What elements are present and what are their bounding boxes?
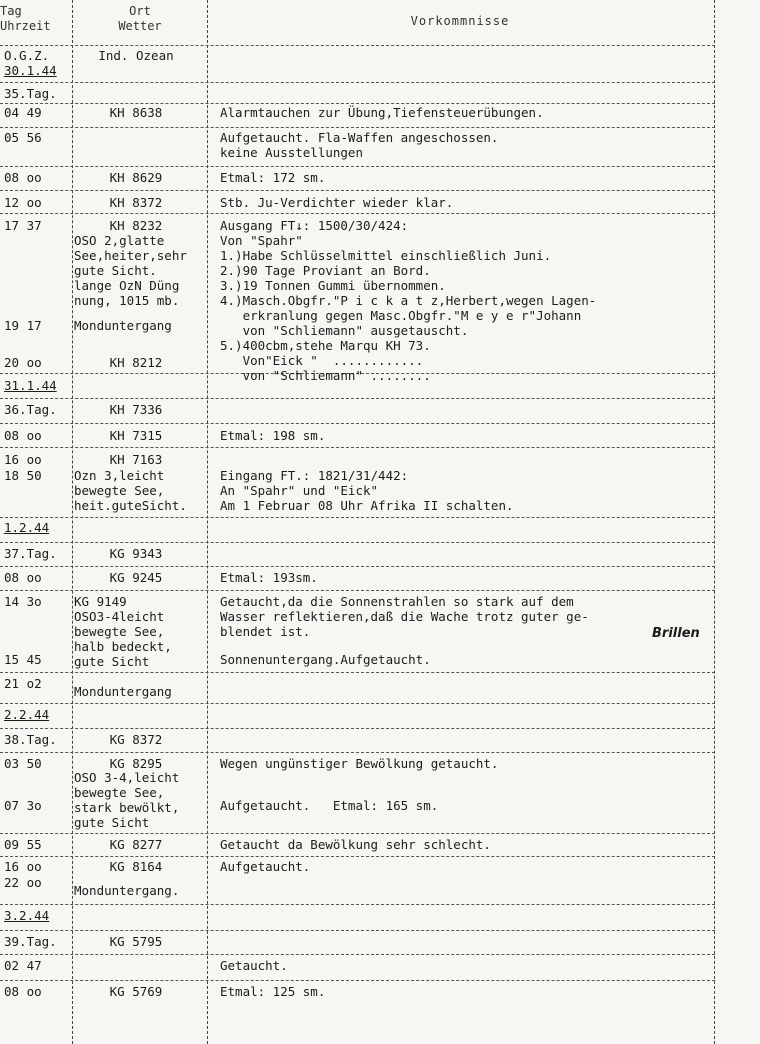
entry-location: OSO 2,glatte See,heiter,sehr gute Sicht. lange OzN Düng nung, 1015 mb.	[74, 233, 187, 308]
entry-date: 3.2.44	[4, 908, 50, 923]
entry-event: Getaucht.	[220, 958, 288, 973]
entry-time: 39.Tag.	[4, 934, 57, 949]
entry-event: Eingang FT.: 1821/31/442: An "Spahr" und "Eick" Am 1 Februar 08 Uhr Afrika II schalten.	[220, 468, 514, 513]
row-divider	[0, 752, 715, 753]
column-divider	[207, 0, 208, 1044]
entry-time: 16 oo	[4, 452, 42, 467]
entry-location: KH 8232	[109, 218, 163, 233]
entry-time: 18 50	[4, 468, 42, 483]
entry-location: KG 9149 OSO3-4leicht bewegte See, halb bedeckt, gute Sicht	[74, 594, 172, 669]
entry-time: 14 3o	[4, 594, 42, 609]
row-divider	[0, 980, 715, 981]
entry-event: Getaucht,da die Sonnenstrahlen so stark auf dem Wasser reflektieren,daß die Wache trotz guter ge- blendet ist.	[220, 594, 589, 639]
entry-time: 08 oo	[4, 428, 42, 443]
row-divider	[0, 590, 715, 591]
entry-time: 38.Tag.	[4, 732, 57, 747]
entry-location: KG 8372	[109, 732, 163, 747]
entry-location: KH 7336	[109, 402, 163, 417]
entry-event: Stb. Ju-Verdichter wieder klar.	[220, 195, 454, 210]
row-divider	[0, 103, 715, 104]
entry-location: KH 8638	[109, 105, 163, 120]
row-divider	[0, 856, 715, 857]
entry-location: KG 9245	[109, 570, 163, 585]
entry-location: OSO 3-4,leicht bewegte See, stark bewölkt, gute Sicht	[74, 770, 180, 830]
entry-time: 37.Tag.	[4, 546, 57, 561]
entry-location: KG 8277	[109, 837, 163, 852]
handwritten-note: Brillen	[652, 626, 700, 641]
entry-event: Ausgang FT↓: 1500/30/424: Von "Spahr" 1.)Habe Schlüsselmittel einschließlich Juni. 2.)90 Tage Proviant an Bord. 3.)19 Tonnen Gummi übernommen. 4.)Masch.Obgfr."P i c k a t z,Herbert,wegen Lagen- erkranlung gegen Masc.Obgfr."M e y e r"Johann von "Schliemann" ausgetauscht. 5.)400cbm,stehe Marqu KH 73. Von"Eick " ............ von "Schliemann" ........	[220, 218, 597, 383]
entry-event: Etmal: 172 sm.	[220, 170, 326, 185]
entry-date: 31.1.44	[4, 378, 57, 393]
entry-time: 21 o2	[4, 676, 42, 691]
entry-event: Etmal: 193sm.	[220, 570, 318, 585]
entry-location: Monduntergang.	[74, 883, 180, 898]
row-divider	[0, 703, 715, 704]
entry-location: Monduntergang	[74, 318, 172, 333]
entry-date: 2.2.44	[4, 707, 50, 722]
entry-time: 07 3o	[4, 798, 42, 813]
row-divider	[0, 423, 715, 424]
entry-date: 1.2.44	[4, 520, 50, 535]
row-divider	[0, 398, 715, 399]
entry-time: 35.Tag.	[4, 86, 57, 101]
entry-location: KH 7315	[109, 428, 163, 443]
entry-event: Aufgetaucht. Fla-Waffen angeschossen. keine Ausstellungen	[220, 130, 499, 160]
entry-location: Ind. Ozean	[98, 48, 174, 63]
row-divider	[0, 728, 715, 729]
entry-event: Etmal: 198 sm.	[220, 428, 326, 443]
entry-location: KG 5795	[109, 934, 163, 949]
entry-time: 16 oo	[4, 859, 42, 874]
entry-location: KH 7163	[109, 452, 163, 467]
row-divider	[0, 542, 715, 543]
entry-time: 36.Tag.	[4, 402, 57, 417]
entry-time: 20 oo	[4, 355, 42, 370]
row-divider	[0, 45, 715, 46]
entry-location: Monduntergang	[74, 684, 172, 699]
entry-date: O.G.Z.	[4, 48, 50, 63]
entry-event: Etmal: 125 sm.	[220, 984, 326, 999]
entry-time: 04 49	[4, 105, 42, 120]
entry-time: 09 55	[4, 837, 42, 852]
row-divider	[0, 954, 715, 955]
entry-location: Ozn 3,leicht bewegte See, heit.guteSicht.	[74, 468, 187, 513]
entry-time: 08 oo	[4, 170, 42, 185]
entry-time: 17 37	[4, 218, 42, 233]
entry-event: Sonnenuntergang.Aufgetaucht.	[220, 652, 431, 667]
entry-time: 22 oo	[4, 875, 42, 890]
row-divider	[0, 127, 715, 128]
entry-time: 03 50	[4, 756, 42, 771]
entry-date: 30.1.44	[4, 63, 57, 78]
header-location-weather: Ort Wetter	[118, 4, 162, 33]
header-events: Vorkommnisse	[410, 14, 510, 28]
header-day-time: Tag Uhrzeit	[0, 4, 51, 33]
entry-time: 05 56	[4, 130, 42, 145]
entry-time: 12 oo	[4, 195, 42, 210]
entry-time: 02 47	[4, 958, 42, 973]
entry-event: Alarmtauchen zur Übung,Tiefensteuerübungen.	[220, 105, 544, 120]
entry-location: KG 8295	[109, 756, 163, 771]
column-divider	[72, 0, 73, 1044]
entry-location: KG 8164	[109, 859, 163, 874]
row-divider	[0, 566, 715, 567]
row-divider	[0, 82, 715, 83]
row-divider	[0, 904, 715, 905]
row-divider	[0, 190, 715, 191]
row-divider	[0, 166, 715, 167]
entry-location: KH 8629	[109, 170, 163, 185]
entry-time: 08 oo	[4, 570, 42, 585]
entry-location: KG 9343	[109, 546, 163, 561]
row-divider	[0, 213, 715, 214]
entry-location: KH 8212	[109, 355, 163, 370]
entry-event: Getaucht da Bewölkung sehr schlecht.	[220, 837, 491, 852]
row-divider	[0, 517, 715, 518]
entry-location: KH 8372	[109, 195, 163, 210]
entry-time: 15 45	[4, 652, 42, 667]
row-divider	[0, 930, 715, 931]
entry-time: 08 oo	[4, 984, 42, 999]
entry-event: Aufgetaucht.	[220, 859, 311, 874]
entry-event: Wegen ungünstiger Bewölkung getaucht.	[220, 756, 499, 771]
entry-location: KG 5769	[109, 984, 163, 999]
row-divider	[0, 672, 715, 673]
entry-event: Aufgetaucht. Etmal: 165 sm.	[220, 798, 439, 813]
column-divider	[714, 0, 715, 1044]
row-divider	[0, 447, 715, 448]
row-divider	[0, 833, 715, 834]
entry-time: 19 17	[4, 318, 42, 333]
